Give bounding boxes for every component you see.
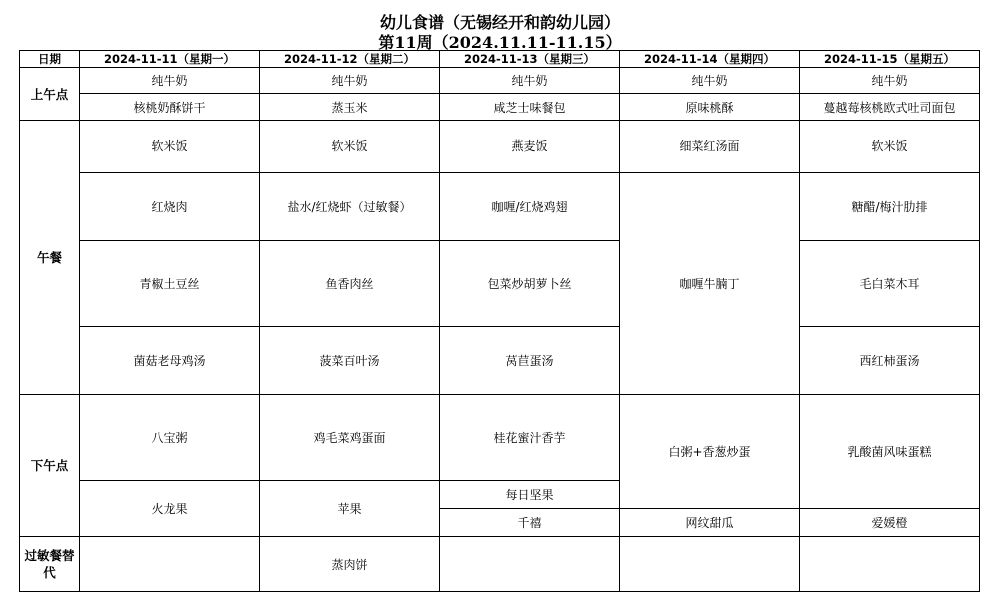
menu-cell: 每日坚果 xyxy=(440,481,620,509)
menu-cell: 咸芝士味餐包 xyxy=(440,94,620,121)
date-header: 日期 xyxy=(20,51,80,68)
page-title: 幼儿食谱（无锡经开和韵幼儿园） xyxy=(379,13,620,32)
menu-item: 软米饭 xyxy=(871,139,908,153)
row-label-morning-snack: 上午点 xyxy=(20,68,80,121)
menu-cell: 鱼香肉丝 xyxy=(260,241,440,327)
day-header-tue: 2024-11-12（星期二） xyxy=(260,51,440,68)
menu-cell: 毛白菜木耳 xyxy=(800,241,980,327)
menu-cell: 白粥+香葱炒蛋 xyxy=(620,395,800,509)
menu-cell: 纯牛奶 xyxy=(80,68,260,94)
lunch-staple-row xyxy=(20,121,980,173)
menu-cell: 纯牛奶 xyxy=(260,68,440,94)
menu-item: 细菜红汤面 xyxy=(679,139,740,153)
menu-cell: 莴苣蛋汤 xyxy=(440,327,620,395)
menu-cell xyxy=(80,537,260,592)
menu-cell: 咖喱/红烧鸡翅 xyxy=(440,173,620,241)
lunch-soup-row xyxy=(20,327,980,395)
row-label-afternoon-snack: 下午点 xyxy=(20,395,80,537)
menu-cell: 鸡毛菜鸡蛋面 xyxy=(260,395,440,481)
menu-cell xyxy=(800,121,980,173)
menu-cell: 菠菜百叶汤 xyxy=(260,327,440,395)
menu-cell xyxy=(800,537,980,592)
menu-cell: 千禧 xyxy=(440,509,620,537)
lunch-dish2-row xyxy=(20,241,980,327)
menu-cell: 乳酸菌风味蛋糕 xyxy=(800,395,980,509)
menu-item: 燕麦饭 xyxy=(511,139,548,153)
menu-cell: 蒸玉米 xyxy=(260,94,440,121)
afternoon-row-1 xyxy=(20,395,980,481)
allergy-row xyxy=(20,537,980,592)
menu-cell: 桂花蜜汁香芋 xyxy=(440,395,620,481)
menu-cell: 咖喱牛腩丁 xyxy=(620,173,800,395)
menu-cell xyxy=(80,121,260,173)
menu-cell: 网纹甜瓜 xyxy=(620,509,800,537)
menu-cell: 糖醋/梅汁肋排 xyxy=(800,173,980,241)
menu-cell: 原味桃酥 xyxy=(620,94,800,121)
day-header-wed: 2024-11-13（星期三） xyxy=(440,51,620,68)
menu-cell: 纯牛奶 xyxy=(800,68,980,94)
day-header-fri: 2024-11-15（星期五） xyxy=(800,51,980,68)
menu-cell: 苹果 xyxy=(260,481,440,537)
day-header-mon: 2024-11-11（星期一） xyxy=(80,51,260,68)
lunch-dish1-row xyxy=(20,173,980,241)
day-header-thu: 2024-11-14（星期四） xyxy=(620,51,800,68)
menu-cell xyxy=(260,121,440,173)
header-row xyxy=(20,51,980,68)
menu-cell xyxy=(440,537,620,592)
menu-cell: 纯牛奶 xyxy=(620,68,800,94)
morning-snack-row xyxy=(20,94,980,121)
menu-cell: 核桃奶酥饼干 xyxy=(80,94,260,121)
menu-cell: 菌菇老母鸡汤 xyxy=(80,327,260,395)
menu-item: 软米饭 xyxy=(151,139,188,153)
menu-cell: 包菜炒胡萝卜丝 xyxy=(440,241,620,327)
menu-cell: 青椒土豆丝 xyxy=(80,241,260,327)
row-label-allergy: 过敏餐替代 xyxy=(20,537,80,592)
menu-cell: 爱媛橙 xyxy=(800,509,980,537)
menu-cell: 火龙果 xyxy=(80,481,260,537)
menu-cell xyxy=(620,121,800,173)
menu-cell xyxy=(620,537,800,592)
menu-cell: 西红柿蛋汤 xyxy=(800,327,980,395)
morning-milk-row xyxy=(20,68,980,94)
row-label-lunch: 午餐 xyxy=(20,121,80,395)
menu-cell: 八宝粥 xyxy=(80,395,260,481)
menu-cell: 红烧肉 xyxy=(80,173,260,241)
menu-cell: 蔓越莓核桃欧式吐司面包 xyxy=(800,94,980,121)
menu-cell: 蒸肉饼 xyxy=(260,537,440,592)
menu-cell xyxy=(440,121,620,173)
menu-table xyxy=(19,50,980,592)
menu-cell: 纯牛奶 xyxy=(440,68,620,94)
menu-cell: 盐水/红烧虾（过敏餐） xyxy=(260,173,440,241)
page-subtitle: 第11周（2024.11.11-11.15） xyxy=(378,33,622,52)
menu-item: 软米饭 xyxy=(331,139,368,153)
